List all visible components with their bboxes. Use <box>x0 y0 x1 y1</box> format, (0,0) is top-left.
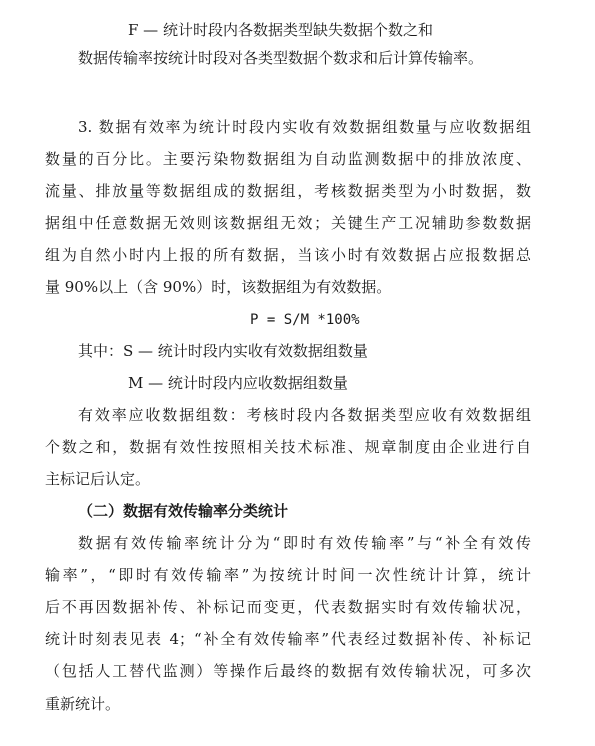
formula-p: P = S/M *100% <box>250 312 360 328</box>
paragraph-line: 数量的百分比。主要污染物数据组为自动监测数据中的排放浓度、 <box>45 150 531 168</box>
paragraph-line: 主标记后认定。 <box>45 470 151 488</box>
paragraph-line: 量 90%以上（含 90%）时，该数据组为有效数据。 <box>45 278 392 296</box>
paragraph-line: 数据有效传输率统计分为“即时有效传输率”与“补全有效传 <box>78 534 531 552</box>
paragraph-line: 流量、排放量等数据组成的数据组，考核数据类型为小时数据，数 <box>45 182 531 200</box>
paragraph-line: 个数之和，数据有效性按照相关技术标准、规章制度由企业进行自 <box>45 438 531 456</box>
paragraph-line: 有效率应收数据组数：考核时段内各数据类型应收有效数据组 <box>78 406 531 424</box>
formula-variable-s: 其中：S — 统计时段内实收有效数据组数量 <box>78 342 368 360</box>
paragraph-line: 组为自然小时内上报的所有数据，当该小时有效数据占应报数据总 <box>45 246 531 264</box>
paragraph-line: （包括人工替代监测）等操作后最终的数据有效传输状况，可多次 <box>45 662 531 680</box>
paragraph-line: 3. 数据有效率为统计时段内实收有效数据组数量与应收数据组 <box>78 118 531 136</box>
formula-variable-m: M — 统计时段内应收数据组数量 <box>128 374 348 392</box>
paragraph-line: 输率”，“即时有效传输率”为按统计时间一次性统计计算，统计 <box>45 566 531 584</box>
paragraph-line: 数据传输率按统计时段对各类型数据个数求和后计算传输率。 <box>78 49 484 67</box>
section-heading: （二）数据有效传输率分类统计 <box>78 502 289 520</box>
paragraph-line: 统计时刻表见表 4；“补全有效传输率”代表经过数据补传、补标记 <box>45 630 531 648</box>
formula-variable-f: F — 统计时段内各数据类型缺失数据个数之和 <box>128 21 433 39</box>
paragraph-line: 重新统计。 <box>45 695 121 713</box>
paragraph-line: 据组中任意数据无效则该数据组无效；关键生产工况辅助参数数据 <box>45 214 531 232</box>
paragraph-line: 后不再因数据补传、补标记而变更，代表数据实时有效传输状况， <box>45 598 531 616</box>
